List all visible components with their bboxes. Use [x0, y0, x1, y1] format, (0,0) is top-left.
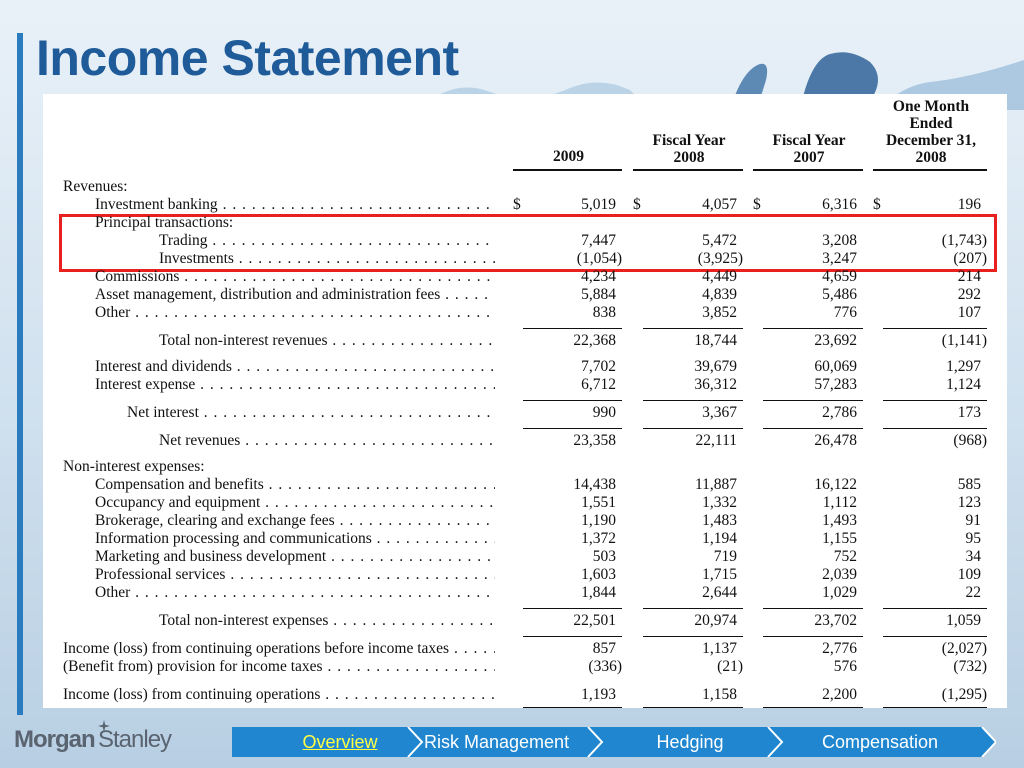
- column-header-line: Ended: [909, 115, 953, 132]
- cell-value: 776: [833, 304, 857, 321]
- statement-row: [43, 658, 1007, 676]
- final-rule: [643, 707, 743, 708]
- final-rule: [883, 707, 987, 708]
- cell-value: 3,367: [702, 404, 737, 421]
- final-rule: [523, 707, 622, 708]
- cell-value: 5,486: [822, 286, 857, 303]
- row-label: Total non-interest expenses . . .: [159, 612, 495, 630]
- statement-row: [43, 640, 1007, 658]
- cell-value: (1,054): [576, 250, 622, 267]
- cell-value: 585: [957, 476, 981, 493]
- statement-row: [43, 178, 1007, 196]
- cell-value: (1,141): [941, 332, 987, 349]
- nav-overview-link[interactable]: Overview: [302, 732, 378, 752]
- row-label: Other . . .: [95, 304, 495, 322]
- column-header-rule: [633, 169, 743, 171]
- statement-row: [43, 512, 1007, 530]
- subtotal-rule: [883, 428, 987, 429]
- row-label: Brokerage, clearing and exchange fees . . .: [95, 512, 495, 530]
- cell-value: 2,039: [822, 566, 857, 583]
- cell-value: 1,059: [946, 612, 981, 629]
- cell-value: 36,312: [694, 376, 737, 393]
- cell-value: 752: [833, 548, 857, 565]
- cell-value: 57,283: [814, 376, 857, 393]
- currency-symbol: $: [873, 196, 881, 213]
- cell-value: 4,449: [702, 268, 737, 285]
- column-header-line: 2008: [673, 149, 705, 166]
- cell-value: 1,483: [702, 512, 737, 529]
- cell-value: (21): [717, 658, 743, 675]
- cell-value: 7,702: [581, 358, 616, 375]
- cell-value: 719: [713, 548, 737, 565]
- cell-value: 22: [965, 584, 981, 601]
- cell-value: 22,111: [695, 432, 737, 449]
- statement-row: [43, 566, 1007, 584]
- statement-row: [43, 232, 1007, 250]
- row-label: Commissions . . .: [95, 268, 495, 286]
- cell-value: 4,659: [822, 268, 857, 285]
- cell-value: 1,112: [822, 494, 857, 511]
- subtotal-rule: [883, 400, 987, 401]
- subtotal-rule: [763, 328, 863, 329]
- cell-value: 1,155: [822, 530, 857, 547]
- cell-value: 18,744: [694, 332, 737, 349]
- cell-value: 4,057: [702, 196, 737, 213]
- cell-value: 3,247: [822, 250, 857, 267]
- cell-value: (1,743): [941, 232, 987, 249]
- subtotal-rule: [883, 608, 987, 609]
- statement-row: [43, 304, 1007, 322]
- cell-value: 23,692: [814, 332, 857, 349]
- cell-value: (2,027): [941, 640, 987, 657]
- cell-value: 1,137: [702, 640, 737, 657]
- statement-row: [43, 286, 1007, 304]
- subtotal-rule: [763, 400, 863, 401]
- cell-value: 5,019: [581, 196, 616, 213]
- cell-value: 20,974: [694, 612, 737, 629]
- row-label: Non-interest expenses:: [63, 458, 205, 475]
- cell-value: 1,190: [581, 512, 616, 529]
- morgan-stanley-logo: [14, 722, 194, 758]
- logo-text-stanley: Stanley: [98, 726, 172, 753]
- cell-value: (968): [953, 432, 987, 449]
- row-label: Investment banking . . .: [95, 196, 495, 214]
- cell-value: 95: [965, 530, 981, 547]
- cell-value: 91: [965, 512, 981, 529]
- cell-value: 576: [833, 658, 857, 675]
- cell-value: (1,295): [941, 686, 987, 703]
- nav-compensation-link[interactable]: Compensation: [821, 732, 939, 752]
- statement-row: [43, 376, 1007, 394]
- cell-value: 1,194: [702, 530, 737, 547]
- cell-value: 3,208: [822, 232, 857, 249]
- cell-value: 1,124: [946, 376, 981, 393]
- subtotal-rule: [523, 328, 622, 329]
- subtotal-rule: [763, 428, 863, 429]
- statement-row: [43, 584, 1007, 602]
- row-label: Net revenues . . .: [159, 432, 495, 450]
- subtotal-rule: [643, 608, 743, 609]
- statement-row: [43, 196, 1007, 214]
- column-header-line: Fiscal Year: [652, 132, 726, 149]
- cell-value: 109: [957, 566, 981, 583]
- nav-risk-management-link[interactable]: Risk Management: [424, 732, 570, 752]
- subtotal-rule: [643, 428, 743, 429]
- statement-row: [43, 250, 1007, 268]
- column-header-line: 2008: [915, 149, 947, 166]
- subtotal-rule: [763, 636, 863, 637]
- logo-text-morgan: Morgan: [14, 726, 95, 753]
- column-header-2: [635, 132, 743, 166]
- cell-value: 4,234: [581, 268, 616, 285]
- subtotal-rule: [643, 400, 743, 401]
- column-header-4: [875, 98, 987, 166]
- column-header-line: December 31,: [885, 132, 977, 149]
- row-label: Investments . . .: [159, 250, 495, 268]
- row-label: Occupancy and equipment . . .: [95, 494, 495, 512]
- column-header-line: 2007: [793, 149, 825, 166]
- cell-value: 857: [592, 640, 616, 657]
- cell-value: 1,193: [581, 686, 616, 703]
- row-label: Trading . . .: [159, 232, 495, 250]
- subtotal-rule: [643, 328, 743, 329]
- currency-symbol: $: [513, 196, 521, 213]
- cell-value: 1,551: [581, 494, 616, 511]
- statement-row: [43, 404, 1007, 422]
- nav-hedging-link[interactable]: Hedging: [656, 732, 724, 752]
- statement-row: [43, 358, 1007, 376]
- column-header-rule: [873, 169, 987, 171]
- subtotal-rule: [523, 400, 622, 401]
- subtotal-rule: [523, 608, 622, 609]
- row-label: Asset management, distribution and administration fees . . .: [95, 286, 495, 304]
- cell-value: 1,029: [822, 584, 857, 601]
- statement-row: [43, 268, 1007, 286]
- cell-value: 173: [957, 404, 981, 421]
- cell-value: 107: [957, 304, 981, 321]
- cell-value: 23,702: [814, 612, 857, 629]
- final-rule: [763, 707, 863, 708]
- cell-value: 22,368: [573, 332, 616, 349]
- row-label: (Benefit from) provision for income taxes . . .: [63, 658, 495, 676]
- cell-value: 34: [965, 548, 981, 565]
- statement-row: [43, 214, 1007, 232]
- column-header-1: [515, 148, 622, 165]
- cell-value: 23,358: [573, 432, 616, 449]
- row-label: Revenues:: [63, 178, 128, 195]
- cell-value: 5,472: [702, 232, 737, 249]
- statement-row: [43, 686, 1007, 704]
- row-label: Income (loss) from continuing operations before income taxes . . .: [63, 640, 495, 658]
- cell-value: 39,679: [694, 358, 737, 375]
- row-label: Total non-interest revenues . . .: [159, 332, 495, 350]
- subtotal-rule: [523, 636, 622, 637]
- row-label: Net interest . . .: [127, 404, 495, 422]
- income-statement-table: [43, 94, 1007, 708]
- cell-value: 292: [957, 286, 981, 303]
- subtotal-rule: [763, 608, 863, 609]
- cell-value: 3,852: [702, 304, 737, 321]
- statement-row: [43, 432, 1007, 450]
- column-header-line: Fiscal Year: [772, 132, 846, 149]
- currency-symbol: $: [633, 196, 641, 213]
- cell-value: 2,776: [822, 640, 857, 657]
- row-label: Information processing and communications . . .: [95, 530, 495, 548]
- left-accent-bar: [17, 33, 23, 715]
- cell-value: 1,603: [581, 566, 616, 583]
- cell-value: 2,644: [702, 584, 737, 601]
- cell-value: 1,493: [822, 512, 857, 529]
- row-label: Interest expense . . .: [95, 376, 495, 394]
- cell-value: 6,316: [822, 196, 857, 213]
- cell-value: (3,925): [697, 250, 743, 267]
- cell-value: 214: [957, 268, 981, 285]
- statement-row: [43, 612, 1007, 630]
- cell-value: 1,332: [702, 494, 737, 511]
- subtotal-rule: [883, 636, 987, 637]
- cell-value: 60,069: [814, 358, 857, 375]
- cell-value: 990: [592, 404, 616, 421]
- cell-value: 1,715: [702, 566, 737, 583]
- column-header-line: One Month: [892, 98, 970, 115]
- cell-value: 4,839: [702, 286, 737, 303]
- cell-value: (732): [953, 658, 987, 675]
- cell-value: 196: [957, 196, 981, 213]
- cell-value: 1,372: [581, 530, 616, 547]
- cell-value: 503: [592, 548, 616, 565]
- cell-value: 1,158: [702, 686, 737, 703]
- column-header-3: [755, 132, 863, 166]
- cell-value: 1,844: [581, 584, 616, 601]
- column-header-rule: [513, 169, 622, 171]
- row-label: Compensation and benefits . . .: [95, 476, 495, 494]
- cell-value: 11,887: [694, 476, 737, 493]
- currency-symbol: $: [753, 196, 761, 213]
- row-label: Other . . .: [95, 584, 495, 602]
- subtotal-rule: [523, 428, 622, 429]
- cell-value: 16,122: [814, 476, 857, 493]
- row-label: Income (loss) from continuing operations . . .: [63, 686, 495, 704]
- cell-value: 2,200: [822, 686, 857, 703]
- cell-value: 123: [957, 494, 981, 511]
- subtotal-rule: [883, 328, 987, 329]
- slide-title: Income Statement: [36, 30, 459, 86]
- row-label: Professional services . . .: [95, 566, 495, 584]
- subtotal-rule: [643, 636, 743, 637]
- cell-value: 1,297: [946, 358, 981, 375]
- statement-row: [43, 530, 1007, 548]
- column-header-rule: [753, 169, 863, 171]
- cell-value: 6,712: [581, 376, 616, 393]
- statement-row: [43, 458, 1007, 476]
- cell-value: (336): [588, 658, 622, 675]
- statement-row: [43, 494, 1007, 512]
- cell-value: 26,478: [814, 432, 857, 449]
- row-label: Principal transactions:: [95, 214, 234, 231]
- cell-value: 22,501: [573, 612, 616, 629]
- cell-value: 2,786: [822, 404, 857, 421]
- cell-value: 838: [592, 304, 616, 321]
- row-label: Marketing and business development . . .: [95, 548, 495, 566]
- cell-value: 7,447: [581, 232, 616, 249]
- statement-row: [43, 476, 1007, 494]
- statement-row: [43, 332, 1007, 350]
- statement-row: [43, 548, 1007, 566]
- cell-value: 5,884: [581, 286, 616, 303]
- section-nav: [232, 727, 996, 757]
- cell-value: (207): [953, 250, 987, 267]
- row-label: Interest and dividends . . .: [95, 358, 495, 376]
- column-header-line: 2009: [553, 148, 584, 165]
- cell-value: 14,438: [573, 476, 616, 493]
